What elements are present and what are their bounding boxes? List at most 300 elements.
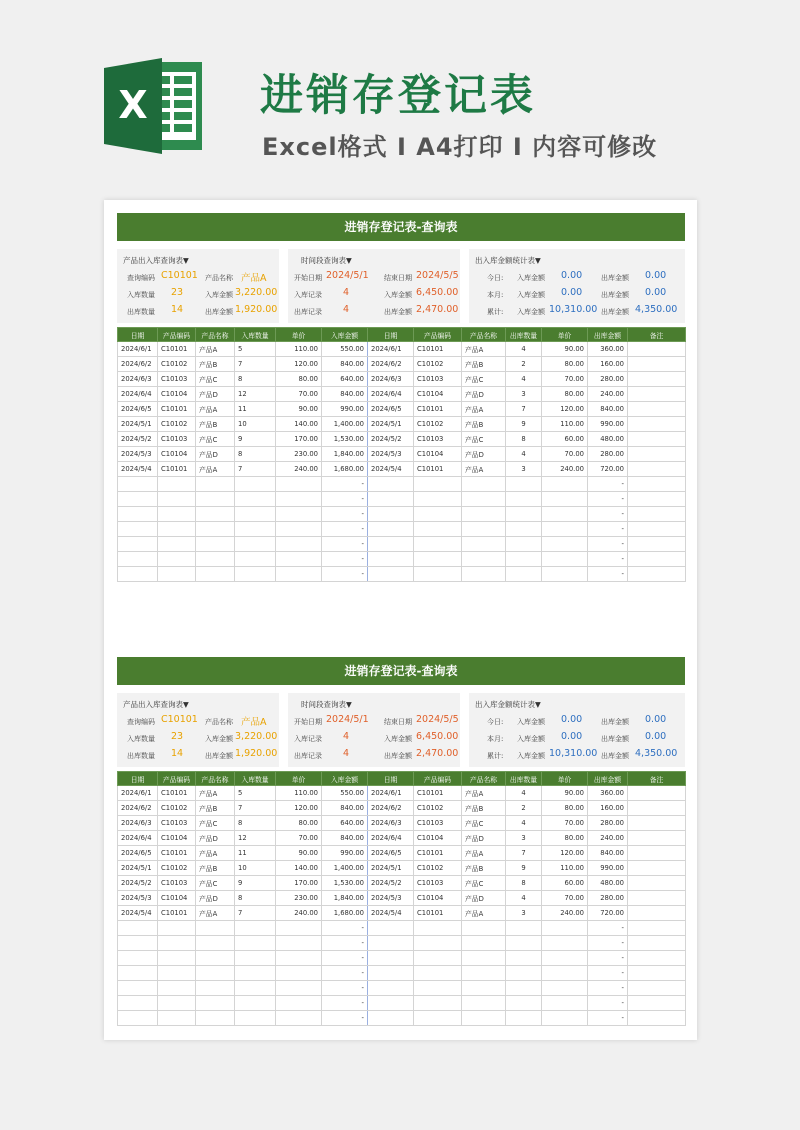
table-cell[interactable]: - bbox=[588, 936, 628, 951]
table-cell[interactable]: 2024/5/4 bbox=[368, 906, 414, 921]
table-cell[interactable] bbox=[368, 921, 414, 936]
table-cell[interactable]: 产品B bbox=[462, 861, 506, 876]
table-cell[interactable] bbox=[158, 1011, 196, 1026]
table-cell[interactable]: 2024/5/4 bbox=[368, 462, 414, 477]
table-cell[interactable] bbox=[196, 981, 235, 996]
table-cell[interactable]: - bbox=[588, 966, 628, 981]
table-cell[interactable]: 2024/6/1 bbox=[118, 342, 158, 357]
table-cell[interactable] bbox=[235, 921, 276, 936]
table-cell[interactable]: 4 bbox=[506, 786, 542, 801]
table-cell[interactable]: - bbox=[322, 936, 368, 951]
table-cell[interactable]: - bbox=[322, 477, 368, 492]
table-cell[interactable]: 产品C bbox=[462, 816, 506, 831]
table-cell[interactable] bbox=[628, 567, 686, 582]
table-cell[interactable]: C10102 bbox=[158, 357, 196, 372]
table-cell[interactable]: 720.00 bbox=[588, 906, 628, 921]
table-cell[interactable] bbox=[542, 981, 588, 996]
table-cell[interactable]: C10101 bbox=[158, 342, 196, 357]
table-cell[interactable]: C10101 bbox=[414, 846, 462, 861]
table-cell[interactable] bbox=[628, 921, 686, 936]
table-cell[interactable]: 产品A bbox=[462, 342, 506, 357]
table-cell[interactable]: 3 bbox=[506, 387, 542, 402]
table-cell[interactable]: 9 bbox=[235, 432, 276, 447]
table-cell[interactable]: C10101 bbox=[414, 906, 462, 921]
table-cell[interactable] bbox=[368, 552, 414, 567]
table-cell[interactable] bbox=[276, 921, 322, 936]
table-cell[interactable]: 120.00 bbox=[276, 801, 322, 816]
table-cell[interactable]: C10102 bbox=[414, 861, 462, 876]
table-cell[interactable]: 2024/6/4 bbox=[368, 387, 414, 402]
table-cell[interactable]: - bbox=[322, 492, 368, 507]
table-cell[interactable]: 110.00 bbox=[542, 417, 588, 432]
table-cell[interactable]: 12 bbox=[235, 387, 276, 402]
table-cell[interactable]: 80.00 bbox=[542, 357, 588, 372]
table-cell[interactable]: C10103 bbox=[414, 816, 462, 831]
table-cell[interactable]: 70.00 bbox=[542, 372, 588, 387]
start-value[interactable]: 2024/5/1 bbox=[326, 714, 369, 725]
table-cell[interactable] bbox=[462, 567, 506, 582]
table-cell[interactable]: 11 bbox=[235, 846, 276, 861]
table-cell[interactable] bbox=[542, 936, 588, 951]
table-cell[interactable]: C10101 bbox=[158, 846, 196, 861]
table-cell[interactable] bbox=[506, 492, 542, 507]
table-cell[interactable]: 2024/6/2 bbox=[118, 357, 158, 372]
table-cell[interactable] bbox=[628, 357, 686, 372]
table-cell[interactable] bbox=[628, 936, 686, 951]
table-cell[interactable]: 产品C bbox=[462, 876, 506, 891]
table-cell[interactable]: 120.00 bbox=[542, 846, 588, 861]
table-cell[interactable] bbox=[276, 936, 322, 951]
table-cell[interactable] bbox=[235, 522, 276, 537]
table-cell[interactable] bbox=[506, 522, 542, 537]
table-cell[interactable] bbox=[628, 447, 686, 462]
table-cell[interactable]: - bbox=[322, 966, 368, 981]
table-cell[interactable] bbox=[235, 996, 276, 1011]
table-cell[interactable]: 2024/5/3 bbox=[368, 891, 414, 906]
panel-title[interactable]: 出入库金额统计表▼ bbox=[475, 700, 541, 709]
table-cell[interactable] bbox=[414, 567, 462, 582]
table-cell[interactable] bbox=[414, 951, 462, 966]
table-cell[interactable] bbox=[235, 507, 276, 522]
table-cell[interactable]: 2024/6/1 bbox=[368, 342, 414, 357]
table-cell[interactable]: C10103 bbox=[414, 432, 462, 447]
table-cell[interactable] bbox=[414, 522, 462, 537]
table-cell[interactable]: 产品A bbox=[196, 786, 235, 801]
table-cell[interactable] bbox=[235, 966, 276, 981]
table-cell[interactable] bbox=[506, 477, 542, 492]
table-cell[interactable]: - bbox=[588, 951, 628, 966]
table-cell[interactable] bbox=[368, 522, 414, 537]
table-cell[interactable] bbox=[628, 507, 686, 522]
table-cell[interactable] bbox=[542, 921, 588, 936]
table-cell[interactable]: 840.00 bbox=[588, 402, 628, 417]
table-cell[interactable]: 2024/6/4 bbox=[368, 831, 414, 846]
table-cell[interactable]: 7 bbox=[506, 402, 542, 417]
table-cell[interactable] bbox=[368, 951, 414, 966]
table-cell[interactable]: - bbox=[588, 996, 628, 1011]
table-cell[interactable]: 产品A bbox=[196, 846, 235, 861]
table-cell[interactable]: C10104 bbox=[414, 447, 462, 462]
table-cell[interactable]: - bbox=[322, 537, 368, 552]
table-cell[interactable]: 1,680.00 bbox=[322, 462, 368, 477]
table-cell[interactable]: - bbox=[588, 522, 628, 537]
table-cell[interactable]: 产品D bbox=[462, 447, 506, 462]
table-cell[interactable]: 2024/6/2 bbox=[118, 801, 158, 816]
table-cell[interactable] bbox=[368, 507, 414, 522]
table-cell[interactable]: 110.00 bbox=[542, 861, 588, 876]
table-cell[interactable] bbox=[628, 891, 686, 906]
table-cell[interactable]: 产品B bbox=[196, 801, 235, 816]
table-cell[interactable]: 9 bbox=[506, 417, 542, 432]
table-cell[interactable]: 120.00 bbox=[276, 357, 322, 372]
table-cell[interactable] bbox=[628, 552, 686, 567]
table-cell[interactable]: 230.00 bbox=[276, 891, 322, 906]
table-cell[interactable]: 产品A bbox=[462, 402, 506, 417]
table-cell[interactable]: 10 bbox=[235, 417, 276, 432]
table-cell[interactable] bbox=[235, 1011, 276, 1026]
table-cell[interactable]: 产品B bbox=[462, 357, 506, 372]
table-cell[interactable] bbox=[158, 936, 196, 951]
panel-title[interactable]: 出入库金额统计表▼ bbox=[475, 256, 541, 265]
table-cell[interactable] bbox=[196, 522, 235, 537]
table-cell[interactable]: 2024/5/4 bbox=[118, 462, 158, 477]
table-cell[interactable] bbox=[462, 507, 506, 522]
table-cell[interactable] bbox=[628, 846, 686, 861]
table-cell[interactable] bbox=[414, 996, 462, 1011]
table-cell[interactable] bbox=[506, 552, 542, 567]
table-cell[interactable] bbox=[118, 537, 158, 552]
table-cell[interactable]: 990.00 bbox=[322, 846, 368, 861]
table-cell[interactable]: 8 bbox=[506, 432, 542, 447]
table-cell[interactable]: 产品A bbox=[462, 786, 506, 801]
table-cell[interactable]: 840.00 bbox=[322, 831, 368, 846]
table-cell[interactable]: 720.00 bbox=[588, 462, 628, 477]
table-cell[interactable] bbox=[196, 552, 235, 567]
table-cell[interactable] bbox=[118, 921, 158, 936]
table-cell[interactable]: 产品C bbox=[196, 432, 235, 447]
table-cell[interactable]: 11 bbox=[235, 402, 276, 417]
table-cell[interactable] bbox=[462, 477, 506, 492]
table-cell[interactable] bbox=[414, 552, 462, 567]
table-cell[interactable] bbox=[158, 507, 196, 522]
table-cell[interactable] bbox=[368, 966, 414, 981]
table-cell[interactable] bbox=[196, 537, 235, 552]
table-cell[interactable] bbox=[118, 996, 158, 1011]
table-cell[interactable]: 240.00 bbox=[276, 462, 322, 477]
table-cell[interactable]: 2024/5/1 bbox=[368, 861, 414, 876]
table-cell[interactable] bbox=[542, 567, 588, 582]
table-cell[interactable] bbox=[414, 477, 462, 492]
table-cell[interactable] bbox=[196, 492, 235, 507]
table-cell[interactable]: 2024/6/5 bbox=[118, 402, 158, 417]
table-cell[interactable]: 8 bbox=[235, 816, 276, 831]
table-cell[interactable]: 2024/6/3 bbox=[118, 372, 158, 387]
table-cell[interactable]: 80.00 bbox=[542, 831, 588, 846]
table-cell[interactable]: 990.00 bbox=[588, 417, 628, 432]
table-cell[interactable]: 8 bbox=[506, 876, 542, 891]
table-cell[interactable]: 12 bbox=[235, 831, 276, 846]
table-cell[interactable] bbox=[276, 537, 322, 552]
table-cell[interactable]: - bbox=[322, 996, 368, 1011]
table-cell[interactable] bbox=[368, 477, 414, 492]
table-cell[interactable]: C10102 bbox=[414, 357, 462, 372]
table-cell[interactable] bbox=[506, 981, 542, 996]
table-cell[interactable]: 产品C bbox=[462, 372, 506, 387]
table-cell[interactable] bbox=[235, 936, 276, 951]
start-value[interactable]: 2024/5/1 bbox=[326, 270, 369, 281]
table-cell[interactable]: - bbox=[322, 567, 368, 582]
table-cell[interactable] bbox=[628, 417, 686, 432]
table-cell[interactable]: C10101 bbox=[158, 462, 196, 477]
table-cell[interactable]: 产品A bbox=[196, 402, 235, 417]
table-cell[interactable]: 4 bbox=[506, 447, 542, 462]
table-cell[interactable] bbox=[158, 492, 196, 507]
table-cell[interactable] bbox=[628, 492, 686, 507]
table-cell[interactable]: C10102 bbox=[414, 801, 462, 816]
table-cell[interactable]: 140.00 bbox=[276, 861, 322, 876]
table-cell[interactable]: 2024/6/5 bbox=[368, 846, 414, 861]
table-cell[interactable] bbox=[235, 981, 276, 996]
table-cell[interactable]: C10103 bbox=[414, 876, 462, 891]
table-cell[interactable]: 240.00 bbox=[588, 831, 628, 846]
table-cell[interactable] bbox=[158, 966, 196, 981]
table-cell[interactable] bbox=[628, 342, 686, 357]
table-cell[interactable] bbox=[118, 552, 158, 567]
table-cell[interactable] bbox=[506, 567, 542, 582]
table-cell[interactable] bbox=[118, 981, 158, 996]
table-cell[interactable] bbox=[628, 906, 686, 921]
table-cell[interactable] bbox=[196, 567, 235, 582]
table-cell[interactable]: 产品B bbox=[462, 417, 506, 432]
table-cell[interactable]: 2024/5/4 bbox=[118, 906, 158, 921]
table-cell[interactable]: 240.00 bbox=[542, 906, 588, 921]
table-cell[interactable]: - bbox=[588, 492, 628, 507]
table-cell[interactable]: 1,530.00 bbox=[322, 432, 368, 447]
table-cell[interactable]: 2024/5/2 bbox=[118, 432, 158, 447]
table-cell[interactable]: 230.00 bbox=[276, 447, 322, 462]
table-cell[interactable]: 640.00 bbox=[322, 816, 368, 831]
table-cell[interactable]: 640.00 bbox=[322, 372, 368, 387]
table-cell[interactable] bbox=[196, 1011, 235, 1026]
table-cell[interactable]: 840.00 bbox=[322, 387, 368, 402]
table-cell[interactable] bbox=[276, 966, 322, 981]
table-cell[interactable] bbox=[462, 966, 506, 981]
table-cell[interactable]: 240.00 bbox=[276, 906, 322, 921]
table-cell[interactable] bbox=[628, 432, 686, 447]
table-cell[interactable] bbox=[628, 831, 686, 846]
table-cell[interactable] bbox=[118, 936, 158, 951]
table-cell[interactable] bbox=[462, 951, 506, 966]
table-cell[interactable] bbox=[196, 507, 235, 522]
table-cell[interactable] bbox=[414, 981, 462, 996]
table-cell[interactable] bbox=[628, 981, 686, 996]
table-cell[interactable]: 3 bbox=[506, 831, 542, 846]
table-cell[interactable]: C10101 bbox=[414, 462, 462, 477]
table-cell[interactable] bbox=[235, 492, 276, 507]
table-cell[interactable] bbox=[158, 981, 196, 996]
table-cell[interactable]: 9 bbox=[235, 876, 276, 891]
table-cell[interactable]: 产品B bbox=[462, 801, 506, 816]
table-cell[interactable] bbox=[196, 921, 235, 936]
table-cell[interactable]: 产品D bbox=[462, 387, 506, 402]
table-cell[interactable] bbox=[368, 537, 414, 552]
table-cell[interactable] bbox=[462, 921, 506, 936]
table-cell[interactable]: 480.00 bbox=[588, 432, 628, 447]
table-cell[interactable]: 160.00 bbox=[588, 801, 628, 816]
table-cell[interactable]: 2024/5/1 bbox=[368, 417, 414, 432]
table-cell[interactable]: 产品C bbox=[196, 876, 235, 891]
table-cell[interactable] bbox=[414, 1011, 462, 1026]
table-cell[interactable] bbox=[158, 567, 196, 582]
table-cell[interactable] bbox=[462, 936, 506, 951]
table-cell[interactable]: 产品D bbox=[196, 891, 235, 906]
table-cell[interactable] bbox=[628, 477, 686, 492]
table-cell[interactable]: 1,680.00 bbox=[322, 906, 368, 921]
table-cell[interactable]: 产品B bbox=[196, 417, 235, 432]
table-cell[interactable]: 8 bbox=[235, 891, 276, 906]
table-cell[interactable]: 9 bbox=[506, 861, 542, 876]
table-cell[interactable]: C10102 bbox=[158, 417, 196, 432]
table-cell[interactable]: C10103 bbox=[158, 816, 196, 831]
table-cell[interactable]: 4 bbox=[506, 891, 542, 906]
table-cell[interactable] bbox=[276, 981, 322, 996]
table-cell[interactable]: 990.00 bbox=[322, 402, 368, 417]
table-cell[interactable] bbox=[542, 966, 588, 981]
table-cell[interactable] bbox=[158, 522, 196, 537]
table-cell[interactable]: 产品D bbox=[196, 387, 235, 402]
table-cell[interactable]: 140.00 bbox=[276, 417, 322, 432]
table-cell[interactable]: C10103 bbox=[158, 372, 196, 387]
table-cell[interactable] bbox=[276, 522, 322, 537]
table-cell[interactable]: C10104 bbox=[414, 831, 462, 846]
table-cell[interactable]: 70.00 bbox=[542, 891, 588, 906]
table-cell[interactable]: 8 bbox=[235, 372, 276, 387]
table-cell[interactable] bbox=[462, 1011, 506, 1026]
table-cell[interactable]: 3 bbox=[506, 462, 542, 477]
table-cell[interactable]: 70.00 bbox=[542, 447, 588, 462]
table-cell[interactable]: 7 bbox=[506, 846, 542, 861]
table-cell[interactable]: 2024/6/2 bbox=[368, 801, 414, 816]
table-cell[interactable] bbox=[628, 372, 686, 387]
table-cell[interactable]: 2024/5/3 bbox=[118, 891, 158, 906]
panel-title[interactable]: 时间段查询表▼ bbox=[301, 256, 352, 265]
table-cell[interactable] bbox=[506, 921, 542, 936]
table-cell[interactable]: 90.00 bbox=[276, 402, 322, 417]
table-cell[interactable]: 70.00 bbox=[276, 387, 322, 402]
table-cell[interactable] bbox=[628, 951, 686, 966]
table-cell[interactable] bbox=[628, 462, 686, 477]
table-cell[interactable] bbox=[628, 522, 686, 537]
table-cell[interactable]: 2024/5/2 bbox=[118, 876, 158, 891]
table-cell[interactable]: - bbox=[588, 1011, 628, 1026]
table-cell[interactable]: 产品A bbox=[462, 462, 506, 477]
table-cell[interactable]: 2024/5/3 bbox=[118, 447, 158, 462]
table-cell[interactable]: 80.00 bbox=[542, 801, 588, 816]
table-cell[interactable] bbox=[542, 1011, 588, 1026]
end-value[interactable]: 2024/5/5 bbox=[416, 270, 459, 281]
table-cell[interactable] bbox=[235, 951, 276, 966]
table-cell[interactable]: 80.00 bbox=[276, 816, 322, 831]
table-cell[interactable] bbox=[276, 1011, 322, 1026]
table-cell[interactable]: 90.00 bbox=[542, 342, 588, 357]
table-cell[interactable]: 5 bbox=[235, 342, 276, 357]
table-cell[interactable]: 产品B bbox=[196, 861, 235, 876]
table-cell[interactable]: 4 bbox=[506, 816, 542, 831]
table-cell[interactable] bbox=[628, 387, 686, 402]
table-cell[interactable]: 70.00 bbox=[276, 831, 322, 846]
table-cell[interactable]: 4 bbox=[506, 372, 542, 387]
table-cell[interactable] bbox=[628, 537, 686, 552]
table-cell[interactable]: 产品C bbox=[196, 372, 235, 387]
table-cell[interactable] bbox=[462, 522, 506, 537]
table-cell[interactable]: - bbox=[322, 981, 368, 996]
table-cell[interactable]: 70.00 bbox=[542, 816, 588, 831]
table-cell[interactable]: 2024/5/3 bbox=[368, 447, 414, 462]
table-cell[interactable] bbox=[276, 567, 322, 582]
table-cell[interactable] bbox=[368, 936, 414, 951]
table-cell[interactable]: 240.00 bbox=[542, 462, 588, 477]
table-cell[interactable] bbox=[414, 492, 462, 507]
table-cell[interactable] bbox=[118, 522, 158, 537]
table-cell[interactable] bbox=[235, 567, 276, 582]
table-cell[interactable]: 280.00 bbox=[588, 447, 628, 462]
table-cell[interactable] bbox=[462, 981, 506, 996]
table-cell[interactable] bbox=[414, 507, 462, 522]
table-cell[interactable]: - bbox=[588, 981, 628, 996]
table-cell[interactable] bbox=[235, 477, 276, 492]
table-cell[interactable] bbox=[506, 966, 542, 981]
table-cell[interactable] bbox=[542, 996, 588, 1011]
table-cell[interactable] bbox=[414, 921, 462, 936]
table-cell[interactable] bbox=[628, 861, 686, 876]
table-cell[interactable]: 280.00 bbox=[588, 372, 628, 387]
table-cell[interactable]: 7 bbox=[235, 357, 276, 372]
table-cell[interactable] bbox=[506, 996, 542, 1011]
table-cell[interactable]: - bbox=[322, 1011, 368, 1026]
table-cell[interactable]: C10101 bbox=[414, 786, 462, 801]
table-cell[interactable]: 2024/5/1 bbox=[118, 861, 158, 876]
table-cell[interactable]: 360.00 bbox=[588, 342, 628, 357]
table-cell[interactable]: C10101 bbox=[158, 402, 196, 417]
table-cell[interactable]: C10104 bbox=[158, 387, 196, 402]
table-cell[interactable] bbox=[276, 477, 322, 492]
table-cell[interactable] bbox=[276, 552, 322, 567]
table-cell[interactable]: 80.00 bbox=[542, 387, 588, 402]
table-cell[interactable]: 280.00 bbox=[588, 891, 628, 906]
table-cell[interactable]: C10103 bbox=[158, 876, 196, 891]
table-cell[interactable] bbox=[542, 522, 588, 537]
table-cell[interactable]: 3 bbox=[506, 906, 542, 921]
table-cell[interactable]: 2024/6/5 bbox=[368, 402, 414, 417]
panel-title[interactable]: 时间段查询表▼ bbox=[301, 700, 352, 709]
table-cell[interactable] bbox=[118, 492, 158, 507]
table-cell[interactable] bbox=[628, 801, 686, 816]
table-cell[interactable] bbox=[118, 507, 158, 522]
table-cell[interactable]: 160.00 bbox=[588, 357, 628, 372]
table-cell[interactable]: - bbox=[322, 921, 368, 936]
table-cell[interactable] bbox=[462, 537, 506, 552]
table-cell[interactable] bbox=[118, 951, 158, 966]
table-cell[interactable]: 2024/5/2 bbox=[368, 432, 414, 447]
table-cell[interactable] bbox=[628, 1011, 686, 1026]
table-cell[interactable]: C10102 bbox=[158, 861, 196, 876]
table-cell[interactable]: 1,840.00 bbox=[322, 447, 368, 462]
table-cell[interactable]: 840.00 bbox=[322, 801, 368, 816]
table-cell[interactable] bbox=[628, 996, 686, 1011]
table-cell[interactable]: 480.00 bbox=[588, 876, 628, 891]
table-cell[interactable] bbox=[196, 936, 235, 951]
table-cell[interactable] bbox=[462, 492, 506, 507]
